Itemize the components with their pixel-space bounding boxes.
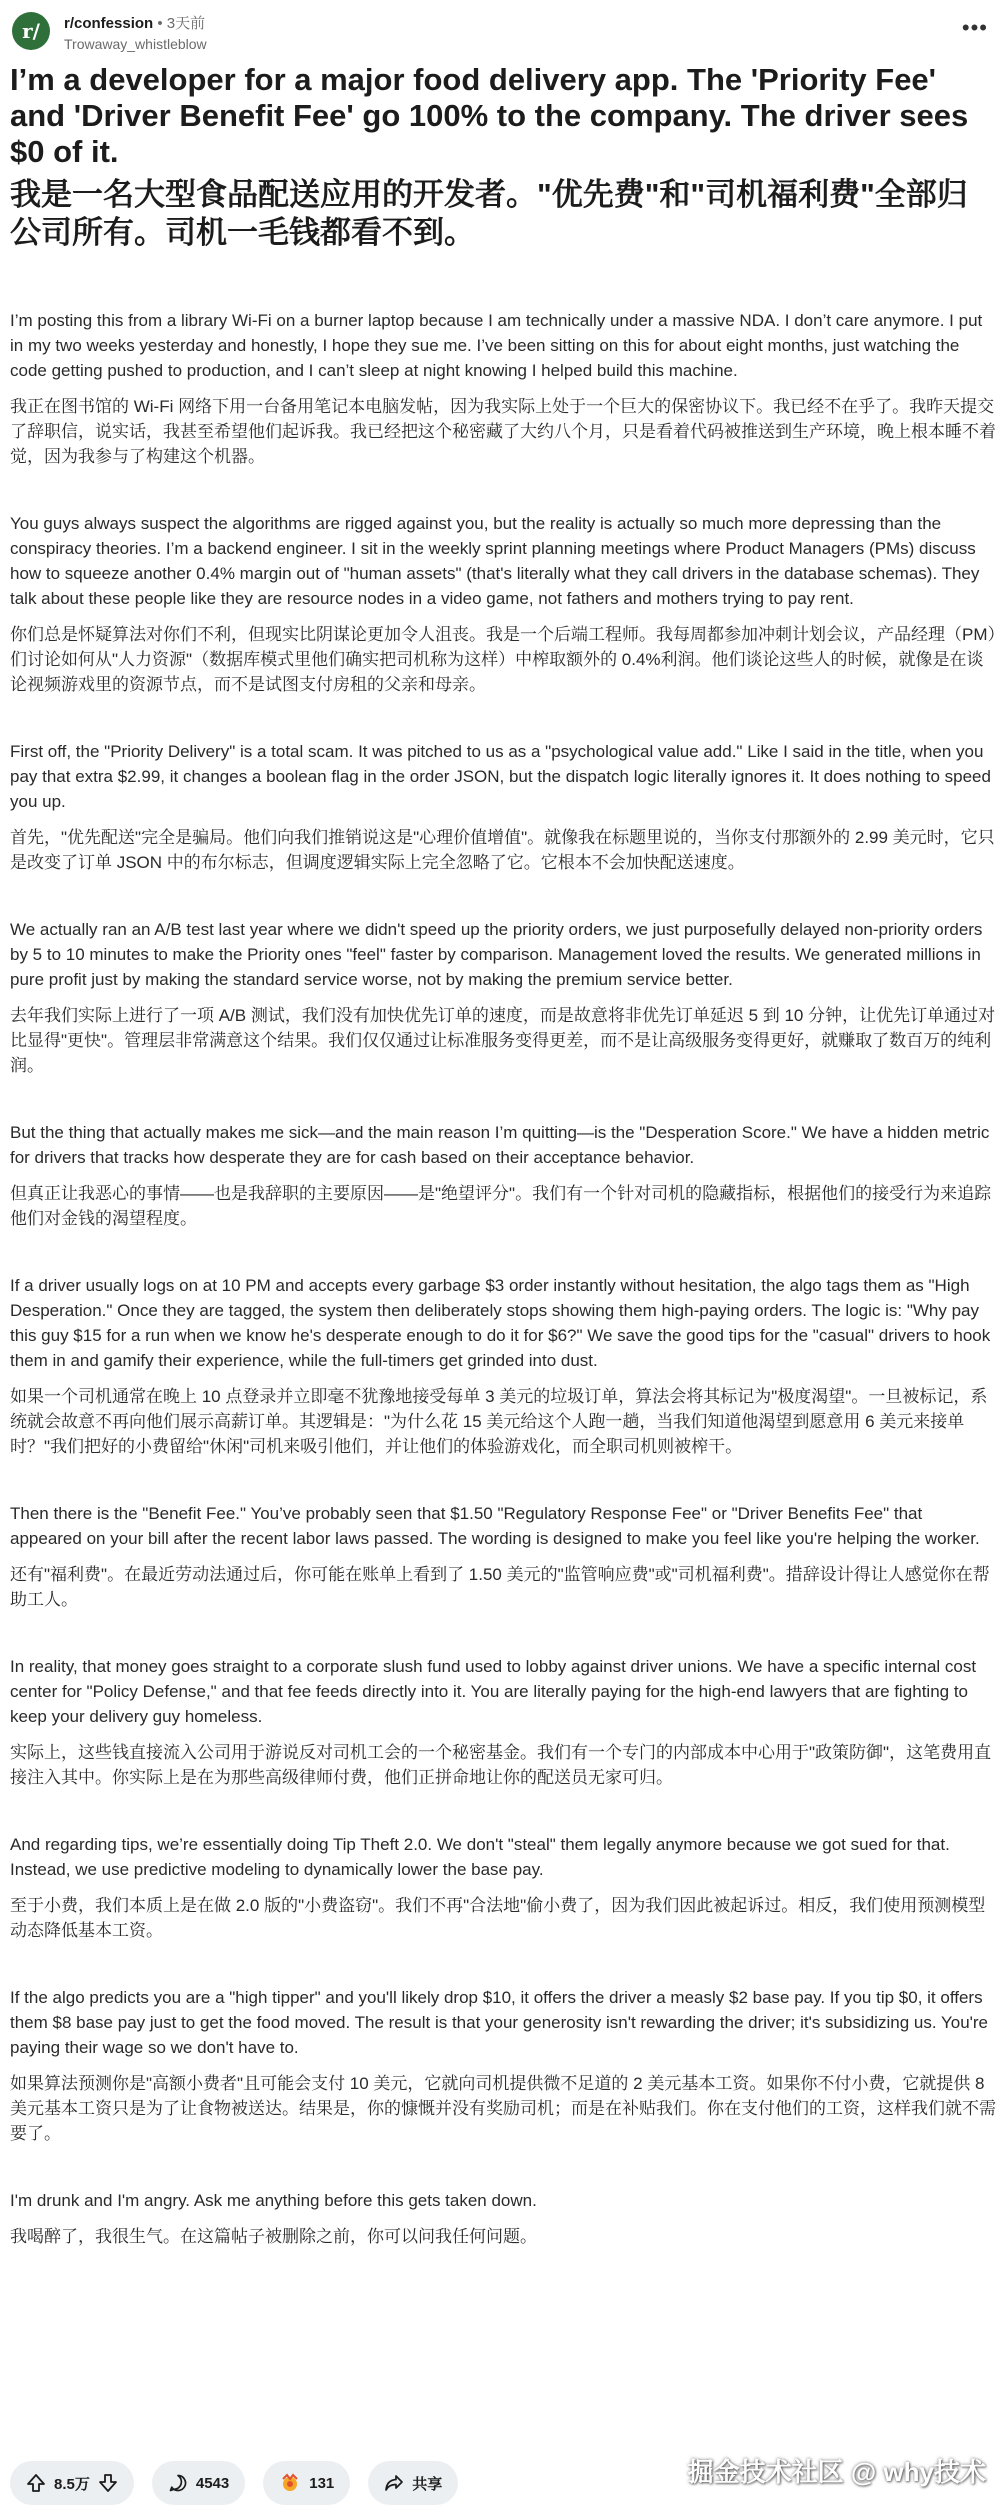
paragraph-chinese: 如果算法预测你是"高额小费者"且可能会支付 10 美元，它就向司机提供微不足道的 2 美元基本工资。如果你不付小费，它就提供 8 美元基本工资只是为了让食物被送达。结果是，你的慷慨并没有奖励司机；而是在补贴我们。你在支付他们的工资，这样我们就不需要了。 bbox=[10, 2074, 996, 2143]
upvote-icon[interactable] bbox=[26, 2473, 46, 2493]
paragraph-english: We actually ran an A/B test last year where we didn't speed up the priority orders, we just purposefully delayed non-priority orders by 5 to 10 minutes to make the Priority ones "feel" faster by comparison. Management loved the results. We generated millions in pure profit just by making the standard service worse, not by making the premium service better. bbox=[10, 920, 983, 989]
paragraph-chinese: 如果一个司机通常在晚上 10 点登录并立即毫不犹豫地接受每单 3 美元的垃圾订单，算法会将其标记为"极度渴望"。一旦被标记，系统就会故意不再向他们展示高薪订单。其逻辑是："为什么花 15 美元给这个人跑一趟，当我们知道他渴望到愿意用 6 美元来接单时？"我们把好的小费留给"休闲"司机来吸引他们，并让他们的体验游戏化，而全职司机则被榨干。 bbox=[10, 1387, 988, 1456]
author-username[interactable]: Trowaway_whistleblow bbox=[64, 36, 207, 52]
post-content bbox=[10, 62, 998, 2291]
award-count: 131 bbox=[309, 2474, 335, 2492]
subreddit-avatar[interactable]: r/ bbox=[12, 12, 50, 50]
paragraph bbox=[10, 1273, 998, 1459]
paragraph bbox=[10, 1501, 998, 1612]
post-time: 3天前 bbox=[166, 15, 206, 32]
paragraph-english: If a driver usually logs on at 10 PM and accepts every garbage $3 order instantly without hesitation, the algo tags them as "High Desperation." Once they are tagged, the system then deliberately stops showing them high-paying orders. The logic is: "Why pay this guy $15 for a run when we know he's desperate enough to do it for $6?" We save the good tips for the "casual" drivers to hook them in and gamify their experience, while the full-timers get grinded into dust. bbox=[10, 1276, 991, 1370]
paragraph bbox=[10, 917, 998, 1078]
post-title-translation: 我是一名大型食品配送应用的开发者。"优先费"和"司机福利费"全部归公司所有。司机一毛钱都看不到。 bbox=[10, 177, 968, 250]
subreddit-line bbox=[64, 14, 205, 34]
paragraph-english: You guys always suspect the algorithms are rigged against you, but the reality is actually so much more depressing than the conspiracy theories. I’m a backend engineer. I sit in the weekly sprint planning meetings where Product Managers (PMs) discuss how to squeeze another 0.4% margin out of "human assets" (that's literally what they call drivers in the database schemas). They talk about these people like they are resource nodes in a video game, not fathers and mothers trying to pay rent. bbox=[10, 514, 980, 608]
post-header bbox=[12, 10, 996, 58]
paragraph-english: I’m posting this from a library Wi-Fi on a burner laptop because I am technically under a massive NDA. I don’t care anymore. I put in my two weeks yesterday and honestly, I hope they sue me. I’ve been sitting on this for about eight months, just watching the code getting pushed to production, and I can’t sleep at night knowing I helped build this machine. bbox=[10, 311, 983, 380]
paragraph bbox=[10, 1120, 998, 1231]
post-title: I’m a developer for a major food delivery app. The 'Priority Fee' and 'Driver Benefit Fee' go 100% to the company. The driver sees $0 of it. bbox=[10, 62, 969, 169]
post-action-bar bbox=[10, 2461, 458, 2505]
separator-dot: • bbox=[157, 15, 163, 32]
share-icon bbox=[384, 2473, 404, 2493]
paragraph-chinese: 我正在图书馆的 Wi-Fi 网络下用一台备用笔记本电脑发帖，因为我实际上处于一个巨大的保密协议下。我已经不在乎了。我昨天提交了辞职信，说实话，我甚至希望他们起诉我。我已经把这个秘密藏了大约八个月，只是看着代码被推送到生产环境，晚上根本睡不着觉，因为我参与了构建这个机器。 bbox=[10, 397, 996, 466]
award-icon bbox=[279, 2473, 301, 2493]
post-body bbox=[10, 308, 998, 2249]
paragraph-english: But the thing that actually makes me sick—and the main reason I’m quitting—is the "Desperation Score." We have a hidden metric for drivers that tracks how desperate they are for cash based on their acceptance behavior. bbox=[10, 1123, 990, 1167]
downvote-icon[interactable] bbox=[98, 2473, 118, 2493]
share-label: 共享 bbox=[412, 2475, 443, 2493]
vote-pill bbox=[10, 2461, 134, 2505]
paragraph-chinese: 但真正让我恶心的事情——也是我辞职的主要原因——是"绝望评分"。我们有一个针对司机的隐藏指标，根据他们的接受行为来追踪他们对金钱的渴望程度。 bbox=[10, 1184, 992, 1228]
comment-icon bbox=[168, 2473, 188, 2493]
paragraph-english: If the algo predicts you are a "high tipper" and you'll likely drop $10, it offers the driver a measly $2 base pay. If you tip $0, it offers them $8 base pay just to get the food moved. The result is that your generosity isn't rewarding the driver; it's subsidizing us. You're paying their wage so we don't have to. bbox=[10, 1988, 989, 2057]
paragraph-english: And regarding tips, we’re essentially doing Tip Theft 2.0. We don't "steal" them legally anymore because we got sued for that. Instead, we use predictive modeling to dynamically lower the base pay. bbox=[10, 1835, 950, 1879]
paragraph-chinese: 你们总是怀疑算法对你们不利，但现实比阴谋论更加令人沮丧。我是一个后端工程师。我每周都参加冲刺计划会议，产品经理（PM）们讨论如何从"人力资源"（数据库模式里他们确实把司机称为这样）中榨取额外的 0.4%利润。他们谈论这些人的时候，就像是在谈论视频游戏里的资源节点，而不是试图支付房租的父亲和母亲。 bbox=[10, 625, 996, 694]
watermark: 掘金技术社区 @ why技术 bbox=[687, 2457, 986, 2487]
paragraph bbox=[10, 1832, 998, 1943]
paragraph-english: I'm drunk and I'm angry. Ask me anything before this gets taken down. bbox=[10, 2191, 537, 2210]
paragraph bbox=[10, 2188, 998, 2249]
paragraph-chinese: 首先，"优先配送"完全是骗局。他们向我们推销说这是"心理价值增值"。就像我在标题里说的，当你支付那额外的 2.99 美元时，它只是改变了订单 JSON 中的布尔标志，但调度逻辑实际上完全忽略了它。它根本不会加快配送速度。 bbox=[10, 828, 995, 872]
award-button[interactable] bbox=[263, 2461, 350, 2505]
paragraph bbox=[10, 1985, 998, 2146]
paragraph-chinese: 至于小费，我们本质上是在做 2.0 版的"小费盗窃"。我们不再"合法地"偷小费了，因为我们因此被起诉过。相反，我们使用预测模型动态降低基本工资。 bbox=[10, 1896, 986, 1940]
paragraph bbox=[10, 1654, 998, 1790]
paragraph bbox=[10, 308, 998, 469]
paragraph-chinese: 我喝醉了，我很生气。在这篇帖子被删除之前，你可以问我任何问题。 bbox=[10, 2227, 537, 2246]
comment-count: 4543 bbox=[195, 2474, 230, 2492]
paragraph-chinese: 去年我们实际上进行了一项 A/B 测试，我们没有加快优先订单的速度，而是故意将非优先订单延迟 5 到 10 分钟，让优先订单通过对比显得"更快"。管理层非常满意这个结果。我们仅仅通过让标准服务变得更差，而不是让高级服务变得更好，就赚取了数百万的纯利润。 bbox=[10, 1006, 996, 1075]
more-dots-icon[interactable]: ••• bbox=[961, 15, 988, 40]
comments-button[interactable] bbox=[152, 2461, 245, 2505]
vote-count: 8.5万 bbox=[54, 2475, 90, 2493]
paragraph-english: First off, the "Priority Delivery" is a total scam. It was pitched to us as a "psychological value add." Like I said in the title, when you pay that extra $2.99, it changes a boolean flag in the order JSON, but the dispatch logic literally ignores it. It does nothing to speed you up. bbox=[10, 742, 991, 811]
paragraph-chinese: 还有"福利费"。在最近劳动法通过后，你可能在账单上看到了 1.50 美元的"监管响应费"或"司机福利费"。措辞设计得让人感觉你在帮助工人。 bbox=[10, 1565, 990, 1609]
paragraph-chinese: 实际上，这些钱直接流入公司用于游说反对司机工会的一个秘密基金。我们有一个专门的内部成本中心用于"政策防御"，这笔费用直接注入其中。你实际上是在为那些高级律师付费，他们正拼命地让你的配送员无家可归。 bbox=[10, 1743, 992, 1787]
paragraph-english: In reality, that money goes straight to a corporate slush fund used to lobby against driver unions. We have a specific internal cost center for "Policy Defense," and that fee feeds directly into it. You are literally paying for the high-end lawyers that are fighting to keep your delivery guy homeless. bbox=[10, 1657, 977, 1726]
share-button[interactable] bbox=[368, 2461, 458, 2505]
paragraph bbox=[10, 739, 998, 875]
paragraph bbox=[10, 511, 998, 697]
subreddit-name[interactable]: r/confession bbox=[64, 15, 154, 32]
paragraph-english: Then there is the "Benefit Fee." You’ve probably seen that $1.50 "Regulatory Response Fee" or "Driver Benefits Fee" that appeared on your bill after the recent labor laws passed. The wording is designed to make you feel like you're helping the worker. bbox=[10, 1504, 980, 1548]
